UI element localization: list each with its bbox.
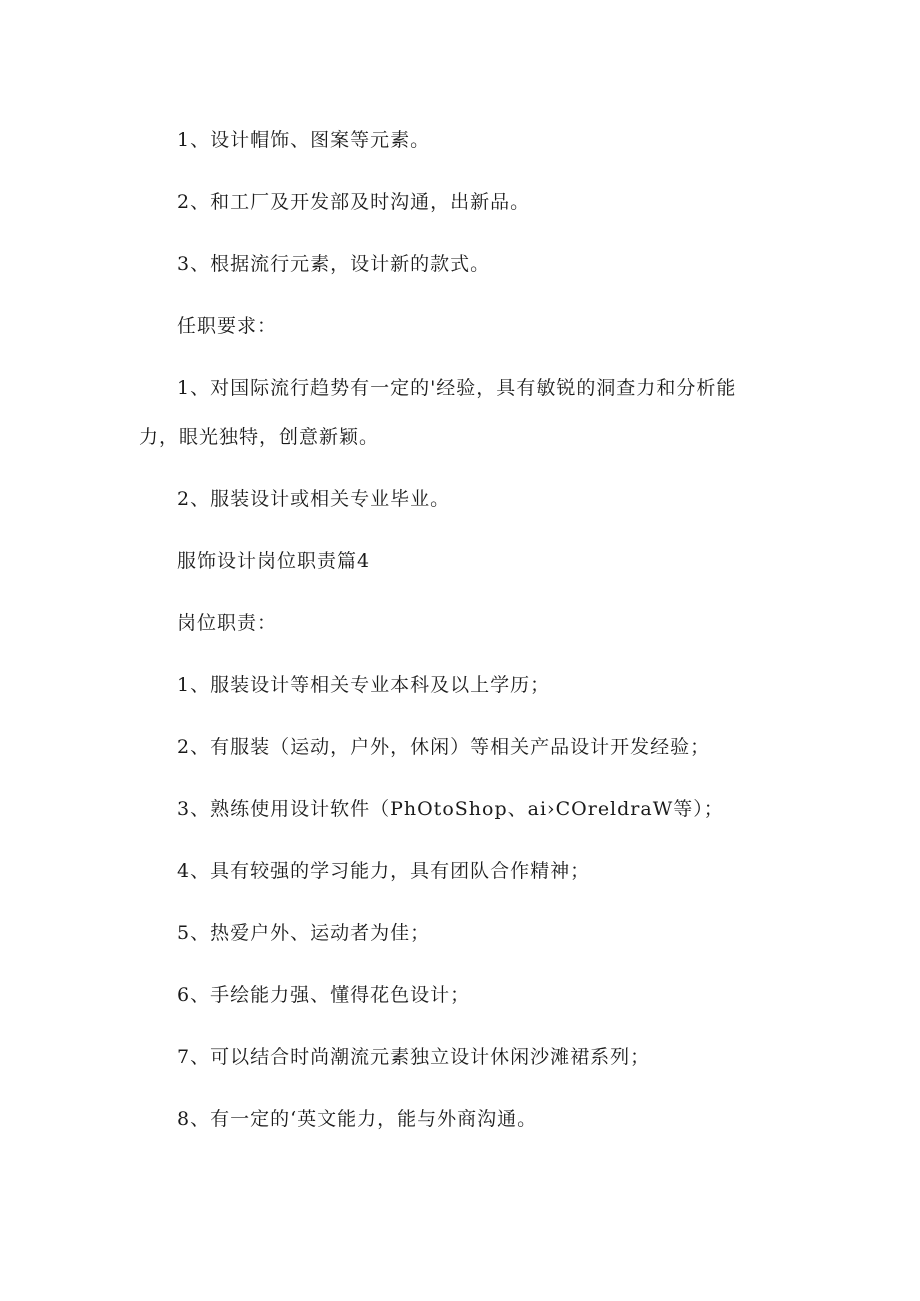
requirement-item-1-continued: 力，眼光独特，创意新颖。 bbox=[139, 426, 380, 448]
section-title: 服饰设计岗位职责篇4 bbox=[177, 550, 371, 572]
duty-item-1: 1、服装设计等相关专业本科及以上学历； bbox=[177, 674, 551, 696]
duty-item-8: 8、有一定的‘英文能力，能与外商沟通。 bbox=[177, 1108, 538, 1130]
duty-item-1: 1、设计帽饰、图案等元素。 bbox=[177, 129, 431, 151]
duties-heading: 岗位职责： bbox=[177, 612, 278, 634]
duty-item-4: 4、具有较强的学习能力，具有团队合作精神； bbox=[177, 860, 591, 882]
duty-item-7: 7、可以结合时尚潮流元素独立设计休闲沙滩裙系列； bbox=[177, 1046, 651, 1068]
duty-item-6: 6、手绘能力强、懂得花色设计； bbox=[177, 984, 471, 1006]
duty-item-3: 3、熟练使用设计软件（PhOtoShop、ai›COreldraW等）； bbox=[177, 798, 724, 820]
requirements-heading: 任职要求： bbox=[177, 315, 278, 337]
duty-item-5: 5、热爱户外、运动者为佳； bbox=[177, 922, 431, 944]
duty-item-2: 2、有服装（运动，户外，休闲）等相关产品设计开发经验； bbox=[177, 736, 711, 758]
requirement-item-2: 2、服装设计或相关专业毕业。 bbox=[177, 488, 451, 510]
duty-item-3: 3、根据流行元素，设计新的款式。 bbox=[177, 253, 491, 275]
requirement-item-1: 1、对国际流行趋势有一定的'经验，具有敏锐的洞查力和分析能 bbox=[177, 377, 737, 399]
duty-item-2: 2、和工厂及开发部及时沟通，出新品。 bbox=[177, 191, 531, 213]
